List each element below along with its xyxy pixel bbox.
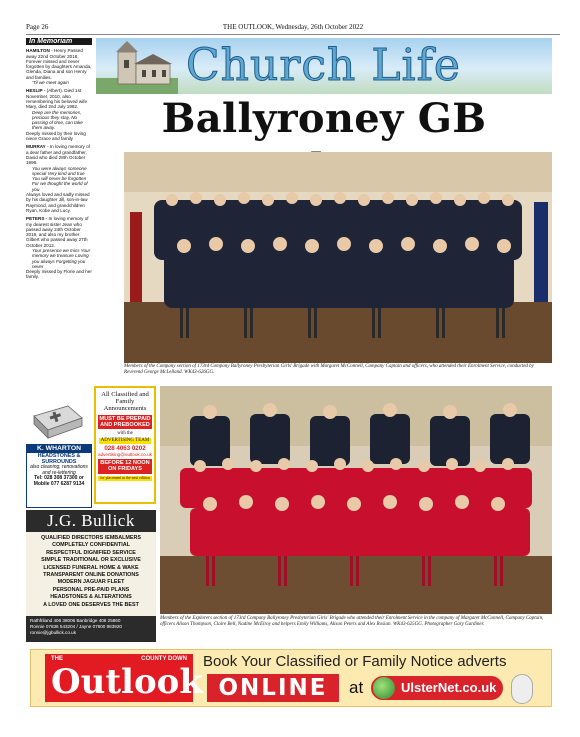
notice-verse: Your presence we miss Your memory we treasure Loving you always Forgetting you never (32, 247, 91, 269)
bullick-service-item: QUALIFIED DIRECTORS /EMBALMERS (41, 535, 141, 541)
logo-wordmark: Outlook (51, 662, 203, 702)
photo-caption-2: Members of the Explorers section of 173rd Company Ballyroney Presbyterian Girls' Brigade who attended their Enrolment Service in the company of Margaret McConnell, Company Captain, officers Alison Thompson, Claire Bell, Nadine McElroy and helpers Emily Williams, Alison Peters and Alex Rosian. WK43-625GG. Photographer Gary Gardiner. (160, 616, 544, 627)
notice-body: - In loving memory of my dearest sister Jean who passed away 24th October 2016, and also my brother Gilbert who passed away 27th October 2012. (26, 216, 89, 248)
bullick-contact-line: Rathfriland 406 38006 Banbridge 406 25860 (30, 618, 121, 623)
church-life-banner (96, 38, 552, 94)
in-memoriam-column (26, 38, 92, 440)
bullick-services (26, 532, 156, 609)
bullick-service-item: A LOVED ONE DESERVES THE BEST (43, 601, 139, 608)
bullick-service-item: COMPLETELY CONFIDENTIAL (52, 542, 130, 549)
classified-email: advertising@outlook.co.uk (98, 451, 152, 457)
wharton-phone: Tel: 028 308 37300 or Mobile 077 6287 9134 (33, 475, 85, 487)
logo-county: COUNTY DOWN (141, 656, 187, 662)
bullick-service-item: PERSONAL PRE-PAID PLANS (52, 586, 130, 593)
publication-date: THE OUTLOOK, Wednesday, 26th October 2022 (222, 23, 364, 31)
online-booking-advert[interactable] (30, 649, 552, 707)
logo-the: THE (51, 656, 63, 662)
ulsternet-link[interactable] (371, 676, 503, 700)
group-photo-2 (160, 386, 552, 614)
classified-footnote: for placement in the next edition (98, 476, 152, 481)
running-header (26, 23, 560, 35)
article-headline: Ballyroney GB (161, 95, 487, 142)
bullick-service-item: TRANSPARENT ONLINE DONATIONS (43, 572, 139, 579)
bullick-name: J.G. Bullick (26, 510, 156, 532)
classified-team: ADVERTISING TEAM (100, 437, 150, 443)
notice-verse: 'Til we meet again (32, 80, 69, 86)
classified-title: All Classified and Family Announcements (101, 391, 149, 413)
notice-name: PETERS (26, 216, 45, 222)
outlook-logo (45, 654, 203, 702)
bullick-service-item: LICENSED FUNERAL HOME & WAKE (43, 564, 139, 571)
photo-caption-1: Members of the Company section of 173rd Company Ballyroney Presbyterian Girls' Brigade with Margaret McConnell, Company Captain and officers, who attended their Enrolment Service, conducted by Reverend George McLelland. WK43-626GG. (124, 364, 534, 375)
classified-info-box (94, 386, 156, 504)
notice-body: - (Albert). Died 1st November, 2010, also remembering his beloved wife Mary, died 2nd July 1962. (26, 88, 88, 110)
classified-must: MUST BE PREPAID AND PREBOOKED (99, 415, 151, 429)
notice-heslip (26, 88, 92, 141)
company-section-photo (124, 152, 552, 363)
notice-tail: Always loved and sadly missed by his daughter Jill, son-in-law Raymond, and grandchildren Ryan, Kobe and Lucy. (26, 192, 90, 213)
notice-hamilton (26, 48, 92, 85)
group-photo-1 (124, 152, 552, 363)
bullick-service-item: SIMPLE TRADITIONAL OR EXCLUSIVE (41, 557, 141, 564)
church-icon (96, 38, 178, 94)
bullick-contact-line: Ronnie 07836 543204 / Jayne 07800 983920 (30, 624, 122, 629)
in-memoriam-heading: In Memoriam (26, 38, 92, 45)
bullick-service-item: HEADSTONES & ALTERATIONS (50, 594, 132, 601)
bullick-advert (26, 510, 156, 642)
classified-phone: 028 4063 0202 (104, 444, 146, 452)
notice-name: HAMILTON (26, 48, 50, 54)
notice-tail: Deeply missed by their loving niece Grace and family (26, 130, 86, 142)
bullick-contact-line: ronnie@jgbullick.co.uk (30, 630, 77, 635)
wharton-extra: also cleaning, renovations and re-lettering (30, 464, 88, 476)
notice-body: - Henry Passed away 22nd October 2016. Forever missed and never forgotten by daughters Amanda, Glenda, Diana and son Henry and families. (26, 48, 92, 80)
banner-title: Church Life (186, 40, 461, 91)
explorers-section-photo (160, 386, 552, 614)
notice-verse: You were always someone special Very kind and true You will never be forgotten For we thought the world of you (32, 165, 88, 192)
bullick-service-item: RESPECTFUL DIGNIFIED SERVICE (46, 549, 136, 556)
notice-name: HESLIP (26, 88, 43, 94)
notice-peters (26, 216, 92, 280)
online-badge: ONLINE (207, 674, 339, 702)
wharton-advert (26, 444, 92, 508)
wharton-service: HEADSTONES & SURROUNDS (37, 453, 81, 465)
advert-text: Book Your Classified or Family Notice adverts (203, 653, 507, 670)
notice-murray (26, 144, 92, 213)
classified-deadline: BEFORE 12 NOON ON FRIDAYS (98, 459, 152, 474)
notice-name: MURRAY (26, 144, 46, 150)
mouse-icon (511, 674, 533, 704)
bullick-contacts (26, 616, 156, 642)
notice-verse: Deep are the memories, precious they stay, No passing of time, can take them away. (32, 109, 83, 131)
classified-with: with the (117, 431, 133, 437)
wharton-name: K. WHARTON (27, 445, 91, 453)
bible-icon (30, 398, 86, 444)
ulsternet-label: UlsterNet.co.uk (401, 680, 497, 695)
notice-tail: Deeply missed by Florie and her family. (26, 269, 92, 280)
notice-body: - In loving memory of a dear father and grandfather, David who died 28th October 1996. (26, 144, 90, 166)
bullick-service-item: MODERN JAGUAR FLEET (57, 579, 125, 586)
advert-at: at (349, 678, 364, 697)
globe-icon (373, 677, 395, 699)
page-number: Page 26 (26, 23, 49, 31)
